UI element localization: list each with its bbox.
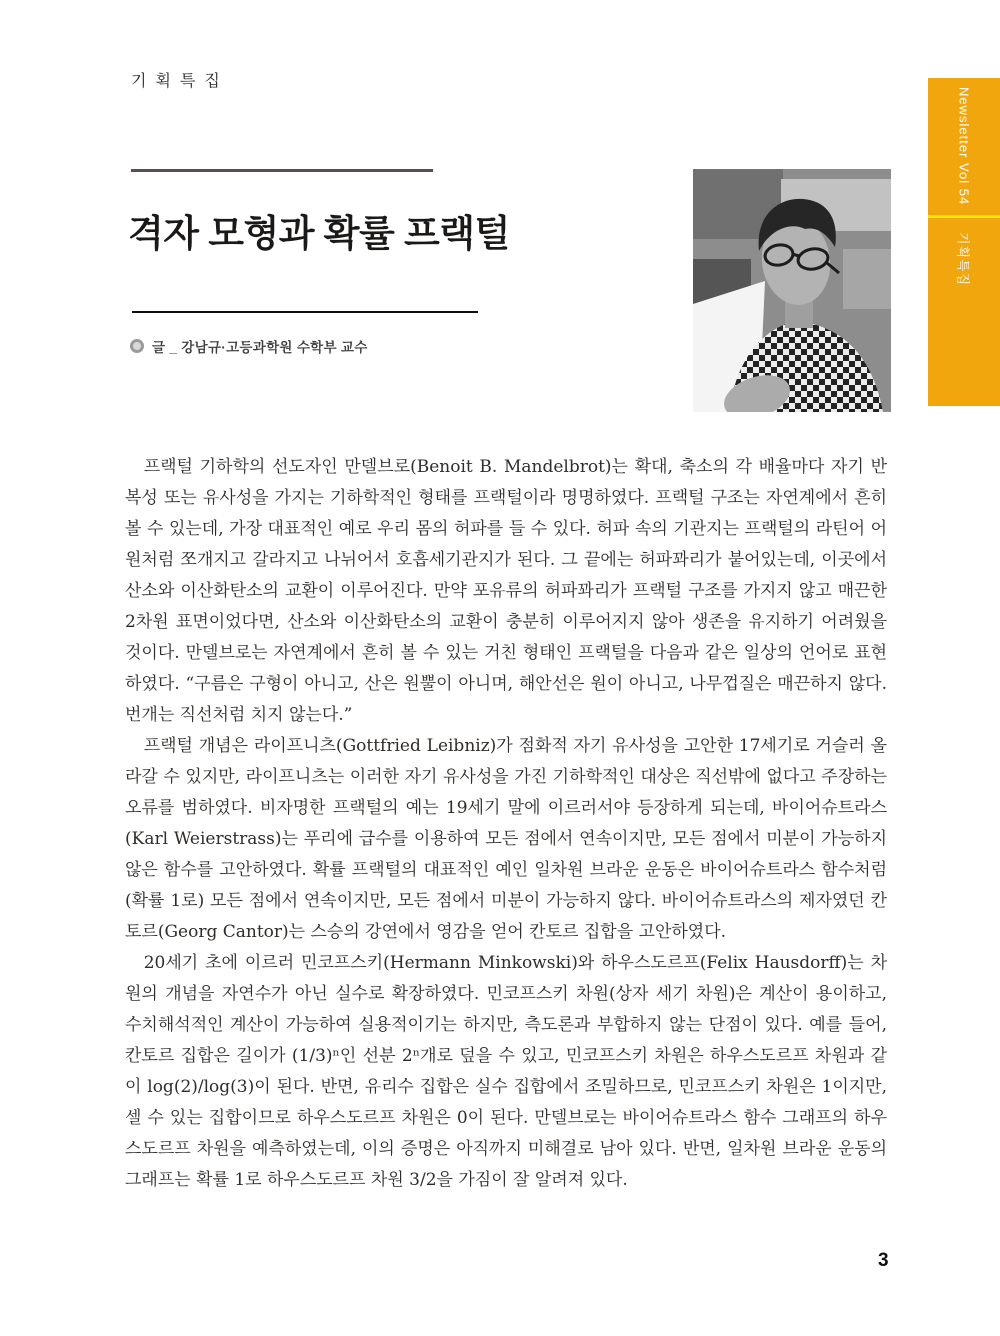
article-body <box>125 452 887 1196</box>
bullet-ring-icon <box>130 339 144 353</box>
body-paragraph-2: 프랙털 개념은 라이프니츠(Gottfried Leibniz)가 점화적 자기 유사성을 고안한 17세기로 거슬러 올라갈 수 있지만, 라이프니츠는 이러한 자기 유사성을 가진 기하학적인 대상은 직선밖에 없다고 주장하는 오류를 범하였다. 비자명한 프랙털의 예는 19세기 말에 이르러서야 등장하게 되는데, 바이어슈트라스(Karl Weierstrass)는 푸리에 급수를 이용하여 모든 점에서 연속이지만, 모든 점에서 미분이 가능하지 않은 함수를 고안하였다. 확률 프랙털의 대표적인 예인 일차원 브라운 운동은 바이어슈트라스 함수처럼 (확률 1로) 모든 점에서 연속이지만, 모든 점에서 미분이 가능하지 않다. 바이어슈트라스의 제자였던 칸토르(Georg Cantor)는 스승의 강연에서 영감을 얻어 칸토르 집합을 고안하였다. <box>125 736 887 942</box>
title-rule-top <box>131 169 433 172</box>
byline <box>130 336 368 356</box>
newsletter-side-tab <box>928 78 1000 406</box>
page-number: 3 <box>878 1250 889 1271</box>
author-photo-illustration <box>693 169 891 412</box>
body-paragraph-3: 20세기 초에 이르러 민코프스키(Hermann Minkowski)와 하우스도르프(Felix Hausdorff)는 차원의 개념을 자연수가 아닌 실수로 확장하였다. 민코프스키 차원(상자 세기 차원)은 계산이 용이하고, 수치해석적인 계산이 가능하여 실용적이기는 하지만, 측도론과 부합하지 않는 단점이 있다. 예를 들어, 칸토르 집합은 길이가 (1/3)ⁿ인 선분 2ⁿ개로 덮을 수 있고, 민코프스키 차원은 하우스도르프 차원과 같이 log(2)/log(3)이 된다. 반면, 유리수 집합은 실수 집합에서 조밀하므로, 민코프스키 차원은 1이지만, 셀 수 있는 집합이므로 하우스도르프 차원은 0이 된다. 만델브로는 바이어슈트라스 함수 그래프의 하우스도르프 차원을 예측하였는데, 이의 증명은 아직까지 미해결로 남아 있다. 반면, 일차원 브라운 운동의 그래프는 확률 1로 하우스도르프 차원 3/2을 가짐이 잘 알려져 있다. <box>125 953 887 1190</box>
newsletter-volume-label: Newsletter Vol 54 <box>956 87 972 206</box>
section-kicker: 기획특집 <box>131 73 229 90</box>
title-rule-bottom <box>132 311 478 313</box>
author-photo <box>693 169 891 412</box>
tab-section-label: 기획특집 <box>955 232 971 287</box>
byline-text: 글 _ 강남규·고등과학원 수학부 교수 <box>152 340 368 355</box>
body-paragraph-1: 프랙털 기하학의 선도자인 만델브로(Benoit B. Mandelbrot)는 확대, 축소의 각 배율마다 자기 반복성 또는 유사성을 가지는 기하학적인 형태를 프랙털이라 명명하였다. 프랙털 구조는 자연계에서 흔히 볼 수 있는데, 가장 대표적인 예로 우리 몸의 허파를 들 수 있다. 허파 속의 기관지는 프랙털의 라틴어 어원처럼 쪼개지고 갈라지고 나뉘어서 호흡세기관지가 된다. 그 끝에는 허파꽈리가 붙어있는데, 이곳에서 산소와 이산화탄소의 교환이 이루어진다. 만약 포유류의 허파꽈리가 프랙털 구조를 가지지 않고 매끈한 2차원 표면이었다면, 산소와 이산화탄소의 교환이 충분히 이루어지지 않아 생존을 유지하기 어려웠을 것이다. 만델브로는 자연계에서 흔히 볼 수 있는 거친 형태인 프랙털을 다음과 같은 일상의 언어로 표현하였다. “구름은 구형이 아니고, 산은 원뿔이 아니며, 해안선은 원이 아니고, 나무껍질은 매끈하지 않다. 번개는 직선처럼 치지 않는다.” <box>125 457 887 725</box>
article-title: 격자 모형과 확률 프랙털 <box>128 213 510 254</box>
